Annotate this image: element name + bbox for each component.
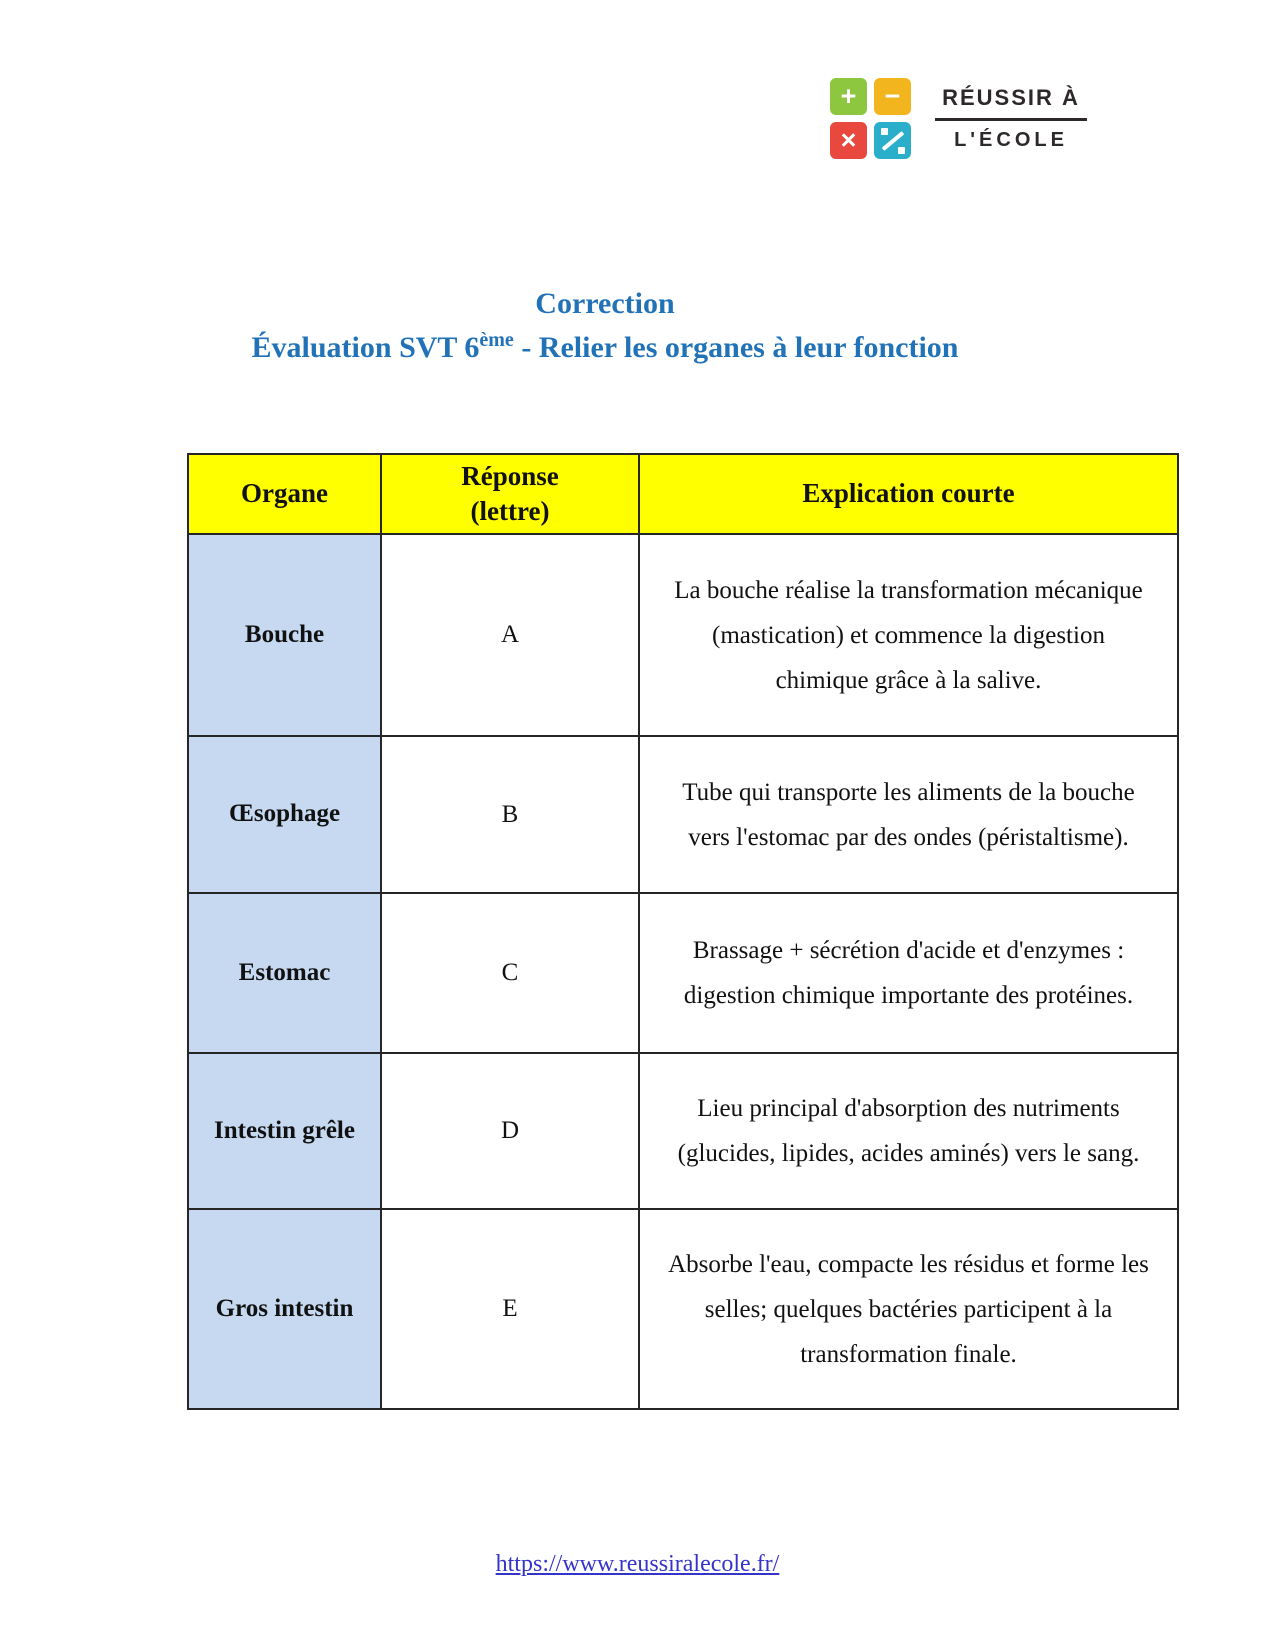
brand-name-bottom: L'ÉCOLE (954, 129, 1068, 151)
subtitle-prefix: Évaluation SVT 6 (251, 331, 480, 364)
organ-cell: Estomac (188, 893, 381, 1053)
organ-cell: Bouche (188, 534, 381, 736)
explanation-cell: Brassage + sécrétion d'acide et d'enzymes : digestion chimique importante des protéines. (639, 893, 1178, 1053)
brand-logo (830, 78, 1087, 159)
multiply-tile (830, 122, 867, 159)
page-subtitle (0, 326, 1210, 370)
table-row (188, 736, 1178, 893)
brand-divider (935, 118, 1087, 121)
plus-tile (830, 78, 867, 115)
column-header-reponse-line1: Réponse (461, 460, 559, 491)
minus-tile (874, 78, 911, 115)
correction-table (187, 453, 1179, 1410)
divide-tile (874, 122, 911, 159)
brand-name-top: RÉUSSIR À (942, 85, 1080, 110)
column-header-reponse-line2: (lettre) (470, 496, 550, 526)
brand-text (935, 85, 1087, 152)
letter-cell: D (381, 1053, 639, 1209)
explanation-cell: Absorbe l'eau, compacte les résidus et forme les selles; quelques bactéries participent à la transformation finale. (639, 1209, 1178, 1409)
organ-cell: Intestin grêle (188, 1053, 381, 1209)
footer (0, 1551, 1275, 1578)
letter-cell: C (381, 893, 639, 1053)
letter-cell: B (381, 736, 639, 893)
table-header-row (188, 454, 1178, 534)
explanation-cell: Tube qui transporte les aliments de la bouche vers l'estomac par des ondes (péristaltisme). (639, 736, 1178, 893)
organ-cell: Gros intestin (188, 1209, 381, 1409)
table-row (188, 534, 1178, 736)
minus-icon: − (884, 81, 901, 111)
organ-cell: Œsophage (188, 736, 381, 893)
page-title: Correction (535, 287, 675, 320)
letter-cell: E (381, 1209, 639, 1409)
title-block (0, 282, 1210, 370)
divide-icon (880, 128, 906, 154)
table-row (188, 893, 1178, 1053)
logo-tiles (830, 78, 911, 159)
letter-cell: A (381, 534, 639, 736)
plus-icon: + (840, 81, 857, 111)
explanation-cell: La bouche réalise la transformation mécanique (mastication) et commence la digestion chimique grâce à la salive. (639, 534, 1178, 736)
column-header-explication: Explication courte (639, 454, 1178, 534)
table-row (188, 1209, 1178, 1409)
multiply-icon: × (840, 125, 857, 155)
explanation-cell: Lieu principal d'absorption des nutriments (glucides, lipides, acides aminés) vers le sang. (639, 1053, 1178, 1209)
footer-link[interactable]: https://www.reussiralecole.fr/ (495, 1551, 780, 1577)
table-row (188, 1053, 1178, 1209)
column-header-reponse (381, 454, 639, 534)
subtitle-superscript: ème (479, 329, 514, 351)
column-header-organe: Organe (188, 454, 381, 534)
subtitle-suffix: - Relier les organes à leur fonction (513, 331, 959, 364)
